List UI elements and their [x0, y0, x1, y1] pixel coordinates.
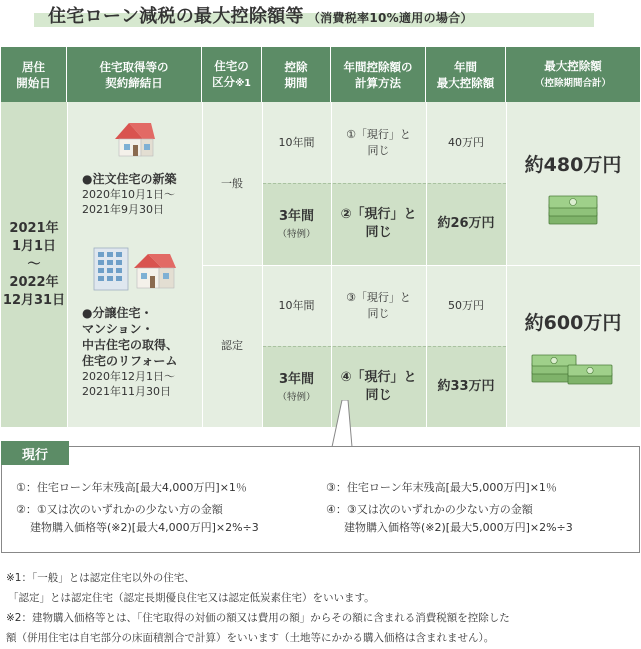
method-line: 同じ: [367, 143, 390, 157]
footnote-1: ※1：「一般」とは認定住宅以外の住宅、: [6, 572, 195, 584]
header-calc-method: [331, 47, 426, 102]
row1-method: [331, 102, 426, 183]
current-line-2a: ②：①又は次のいずれかの少ない方の金額: [16, 503, 223, 516]
title-main: 住宅ローン減税の最大控除額等: [48, 6, 304, 27]
header-line: 契約締結日: [105, 75, 163, 90]
title-sub: （消費税率10%適用の場合）: [307, 11, 473, 25]
contract-b-date1: 2020年12月1日～: [82, 370, 175, 383]
footnote-2b: 額（併用住宅は自宅部分の床面積割合で計算）をいいます（土地等にかかる購入価格は含まれません）。: [6, 632, 495, 644]
header-annual-max: [426, 47, 506, 102]
row2-method-label: [340, 206, 416, 242]
footnote-1b: 「認定」とは認定住宅（認定長期優良住宅又は認定低炭素住宅）をいいます。: [8, 592, 375, 604]
cash-stack-icon: [547, 188, 601, 228]
dashed-divider: [263, 346, 506, 347]
current-line-1: ①：住宅ローン年末残高[最大4,000万円]×1％: [16, 481, 247, 494]
contract-a-date2: 2021年9月30日: [82, 203, 164, 216]
move-in-cell: [1, 102, 67, 427]
grid-line: [202, 265, 640, 266]
move-in-line5: 12月31日: [2, 292, 66, 308]
category-general-label: 一般: [221, 176, 243, 190]
house-icon: [111, 117, 157, 159]
header-deduction-period: [262, 47, 331, 102]
header-line: 最大控除額: [436, 75, 495, 90]
row1-annual-label: 40万円: [448, 135, 484, 149]
row4-annual: [426, 346, 506, 427]
current-line-4b: 建物購入価格等(※2)[最大5,000万円]×2%÷3: [344, 521, 573, 534]
row4-period-label: 3年間: [278, 371, 315, 387]
grid-line: [67, 102, 68, 427]
move-in-line4: 2022年: [9, 274, 59, 290]
row3-method-label: [346, 290, 411, 322]
header-line: 区分※1: [212, 74, 251, 89]
row4-period-note: （特例）: [277, 391, 316, 403]
max-general-cell: [506, 102, 640, 265]
current-system-tag: 現行: [1, 441, 69, 465]
header-note: （控除期間合計）: [534, 77, 611, 89]
header-contract-date: [67, 47, 202, 102]
row3-period: [262, 265, 331, 346]
row1-period: [262, 102, 331, 183]
move-in-line2: 1月1日: [11, 238, 57, 254]
header-total-max: [506, 47, 640, 102]
row2-period-note: （特例）: [277, 229, 316, 240]
row3-annual-label: 50万円: [448, 298, 484, 312]
page-title: [48, 2, 473, 28]
contract-b-date2: 2021年11月30日: [82, 385, 171, 398]
row3-annual: [426, 265, 506, 346]
row2-period: [262, 183, 331, 265]
header-line: 計算方法: [355, 75, 401, 90]
contract-a-date1: 2020年10月1日～: [82, 188, 175, 201]
move-in-line3: ～: [27, 256, 41, 272]
row1-period-label: 10年間: [278, 135, 315, 149]
footnotes: [6, 568, 638, 648]
current-system-box: [1, 446, 640, 553]
apartment-and-house-icon: [90, 244, 180, 292]
method-line: 同じ: [367, 306, 390, 320]
current-line-4a: ④：③又は次のいずれかの少ない方の金額: [326, 503, 533, 516]
category-general: [202, 102, 262, 265]
header-line: 期間: [284, 75, 308, 90]
header-line: 最大控除額: [544, 58, 602, 73]
header-line: [535, 74, 611, 92]
header-line: 居住: [22, 59, 45, 74]
header-move-in: [1, 47, 67, 102]
category-certified-label: 認定: [221, 339, 243, 352]
header-line: 年間控除額の: [343, 59, 413, 74]
dashed-divider: [263, 183, 506, 184]
footnote-2: ※2：建物購入価格等とは、「住宅取得の対価の額又は費用の額」からその額に含まれる消費税額を控除した: [6, 612, 510, 624]
header-line: 控除: [284, 59, 308, 74]
header-line: 年間: [454, 59, 477, 74]
method-line: ③「現行」と: [346, 290, 411, 304]
contract-a: [82, 171, 176, 217]
row3-period-label: 10年間: [278, 298, 315, 312]
header-line: 開始日: [16, 75, 51, 90]
row4-annual-label: 約33万円: [437, 378, 495, 394]
max-total-certified: 約600万円: [524, 312, 622, 334]
row1-method-label: [346, 127, 411, 159]
method-line: ②「現行」と: [340, 207, 417, 222]
contract-a-title: ●注文住宅の新築: [82, 172, 177, 186]
row1-annual: [426, 102, 506, 183]
row4-period: [262, 346, 331, 427]
move-in-line1: 2021年: [9, 220, 59, 236]
contract-b-title2: マンション・: [82, 322, 154, 336]
header-house-category: [202, 47, 262, 102]
callout-pointer: [330, 400, 370, 448]
method-line: ④「現行」と: [340, 369, 417, 385]
title-area: [0, 0, 641, 36]
contract-b-title3: 中古住宅の取得、: [82, 338, 179, 352]
max-total-general: 約480万円: [524, 154, 622, 176]
current-line-3: ③：住宅ローン年末残高[最大5,000万円]×1％: [326, 481, 557, 494]
method-line: 同じ: [365, 387, 392, 403]
method-line: 同じ: [365, 225, 392, 240]
row2-method: [331, 183, 426, 265]
current-line-2b: 建物購入価格等(※2)[最大4,000万円]×2%÷3: [30, 521, 259, 534]
contract-b-title4: 住宅のリフォーム: [82, 354, 178, 368]
row2-annual: [426, 183, 506, 265]
header-note: ※1: [235, 77, 251, 89]
method-line: ①「現行」と: [346, 127, 411, 141]
row2-annual-label: 約26万円: [437, 216, 495, 231]
header-line: 住宅取得等の: [99, 59, 169, 74]
row2-period-label: 3年間: [278, 209, 315, 224]
row3-method: [331, 265, 426, 346]
contract-b-title1: ●分譲住宅・: [82, 306, 153, 320]
header-line: 住宅の: [214, 58, 249, 73]
cash-stack-icon: [530, 343, 616, 389]
contract-b: [82, 305, 178, 399]
category-certified: [202, 265, 262, 427]
